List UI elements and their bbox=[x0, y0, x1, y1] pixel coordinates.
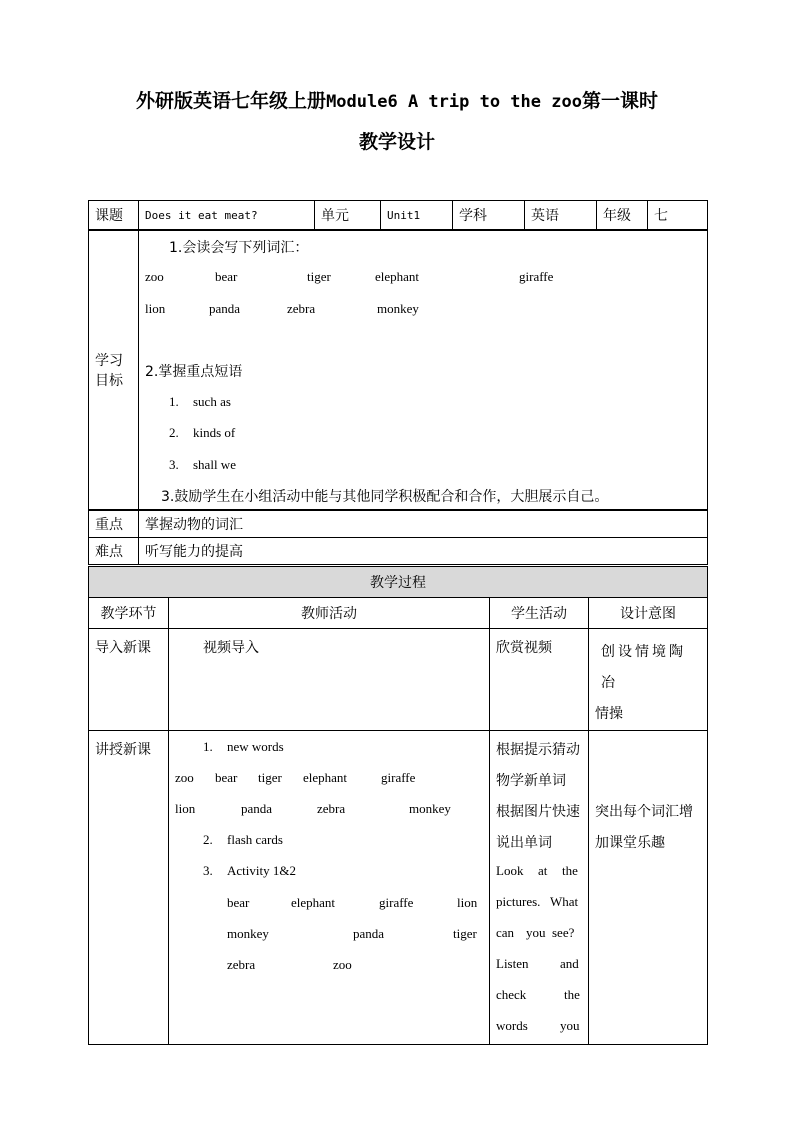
t-act-bear: bear bbox=[227, 895, 250, 910]
row1-teacher: 视频导入 bbox=[169, 629, 490, 731]
s-line-4: 说出单词 bbox=[496, 835, 552, 851]
focus-value: 掌握动物的词汇 bbox=[139, 511, 708, 538]
s-en-1a: Look bbox=[496, 863, 524, 878]
phrase-2-num: 2. bbox=[169, 425, 179, 440]
difficulty-label: 难点 bbox=[89, 538, 139, 565]
s-en-3c: see? bbox=[552, 925, 575, 940]
phrase-3: shall we bbox=[193, 457, 236, 472]
process-table bbox=[88, 566, 708, 1045]
unit-value: Unit1 bbox=[381, 201, 453, 230]
t-item1: new words bbox=[227, 739, 284, 754]
goal-item-1: 1.会读会写下列词汇： bbox=[169, 240, 309, 256]
vocab-lion: lion bbox=[145, 301, 166, 316]
col-header-student: 学生活动 bbox=[490, 598, 589, 629]
t-act-zoo: zoo bbox=[333, 957, 352, 972]
s-line-1: 根据提示猜动 bbox=[496, 742, 580, 758]
row1-intent-line2: 情操 bbox=[595, 706, 623, 722]
t-act-giraffe: giraffe bbox=[379, 895, 414, 910]
document-title bbox=[0, 86, 794, 113]
goals-table bbox=[88, 230, 708, 510]
difficulty-value: 听写能力的提高 bbox=[139, 538, 708, 565]
t-vocab-elephant: elephant bbox=[303, 770, 348, 785]
focus-label: 重点 bbox=[89, 511, 139, 538]
topic-label: 课题 bbox=[89, 201, 139, 230]
s-en-5a: check bbox=[496, 987, 527, 1002]
t-vocab-monkey: monkey bbox=[409, 801, 451, 816]
vocab-monkey: monkey bbox=[377, 301, 419, 316]
title-lesson-part: 第一课时 bbox=[581, 90, 658, 112]
t-vocab-bear: bear bbox=[215, 770, 238, 785]
s-en-3a: can bbox=[496, 925, 515, 940]
row1-student: 欣赏视频 bbox=[490, 629, 589, 731]
vocab-bear: bear bbox=[215, 269, 238, 284]
phrase-3-num: 3. bbox=[169, 457, 179, 472]
phrase-1: such as bbox=[193, 394, 231, 409]
vocab-elephant: elephant bbox=[375, 269, 420, 284]
s-en-2a: pictures. bbox=[496, 894, 541, 909]
col-header-teacher: 教师活动 bbox=[169, 598, 490, 629]
t-item1-num: 1. bbox=[203, 739, 213, 754]
subject-value: 英语 bbox=[525, 201, 597, 230]
topic-value: Does it eat meat? bbox=[139, 201, 315, 230]
t-item3-num: 3. bbox=[203, 863, 213, 878]
t-act-lion: lion bbox=[457, 895, 478, 910]
row1-intent-line1: 创设情境陶冶 bbox=[601, 644, 686, 691]
t-vocab-panda: panda bbox=[241, 801, 273, 816]
t-item3: Activity 1&2 bbox=[227, 863, 296, 878]
vocab-panda: panda bbox=[209, 301, 241, 316]
unit-label: 单元 bbox=[315, 201, 381, 230]
row1-intent bbox=[589, 629, 708, 731]
s-en-3b: you bbox=[526, 925, 546, 940]
s-line-2: 物学新单词 bbox=[496, 773, 566, 789]
s-en-4b: and bbox=[560, 956, 579, 971]
t-act-zebra: zebra bbox=[227, 957, 256, 972]
t-vocab-zebra: zebra bbox=[317, 801, 346, 816]
row2-teacher bbox=[169, 731, 490, 1045]
t-item2: flash cards bbox=[227, 832, 283, 847]
row2-intent bbox=[589, 731, 708, 1045]
t-act-elephant: elephant bbox=[291, 895, 336, 910]
goals-label: 学习 目标 bbox=[89, 231, 139, 510]
grade-label: 年级 bbox=[597, 201, 648, 230]
title-en-part: Module6 A trip to the zoo bbox=[326, 92, 582, 112]
s-en-6a: words bbox=[496, 1018, 528, 1033]
col-header-stage: 教学环节 bbox=[89, 598, 169, 629]
s-en-2b: What bbox=[550, 894, 579, 909]
t-act-tiger: tiger bbox=[453, 926, 477, 941]
row1-stage: 导入新课 bbox=[89, 629, 169, 731]
goal-item-3: 3.鼓励学生在小组活动中能与其他同学积极配合和合作，大胆展示自己。 bbox=[161, 489, 609, 505]
document-subtitle: 教学设计 bbox=[358, 131, 435, 153]
t-vocab-giraffe: giraffe bbox=[381, 770, 416, 785]
s-en-6b: you bbox=[560, 1018, 580, 1033]
vocab-zebra: zebra bbox=[287, 301, 316, 316]
key-points-table bbox=[88, 510, 708, 565]
vocab-tiger: tiger bbox=[307, 269, 331, 284]
s-en-5b: the bbox=[564, 987, 580, 1002]
row2-intent-line1: 突出每个词汇增 bbox=[595, 804, 693, 820]
goal-item-2: 2.掌握重点短语 bbox=[145, 364, 243, 380]
phrase-2: kinds of bbox=[193, 425, 236, 440]
grade-value: 七 bbox=[648, 201, 708, 230]
vocab-zoo: zoo bbox=[145, 269, 164, 284]
row2-intent-line2: 加课堂乐趣 bbox=[595, 835, 665, 851]
vocab-giraffe: giraffe bbox=[519, 269, 554, 284]
header-table bbox=[88, 200, 708, 230]
row2-stage: 讲授新课 bbox=[89, 731, 169, 1045]
t-act-monkey: monkey bbox=[227, 926, 269, 941]
process-band: 教学过程 bbox=[89, 567, 708, 598]
row2-student bbox=[490, 731, 589, 1045]
t-act-panda: panda bbox=[353, 926, 385, 941]
s-en-1c: the bbox=[562, 863, 578, 878]
t-vocab-tiger: tiger bbox=[258, 770, 282, 785]
t-vocab-zoo: zoo bbox=[175, 770, 194, 785]
s-en-4a: Listen bbox=[496, 956, 529, 971]
subject-label: 学科 bbox=[453, 201, 525, 230]
t-item2-num: 2. bbox=[203, 832, 213, 847]
col-header-intent: 设计意图 bbox=[589, 598, 708, 629]
phrase-1-num: 1. bbox=[169, 394, 179, 409]
s-en-1b: at bbox=[538, 863, 548, 878]
s-line-3: 根据图片快速 bbox=[496, 804, 580, 820]
t-vocab-lion: lion bbox=[175, 801, 196, 816]
goals-content bbox=[139, 231, 707, 509]
title-cn-part: 外研版英语七年级上册 bbox=[136, 90, 327, 112]
